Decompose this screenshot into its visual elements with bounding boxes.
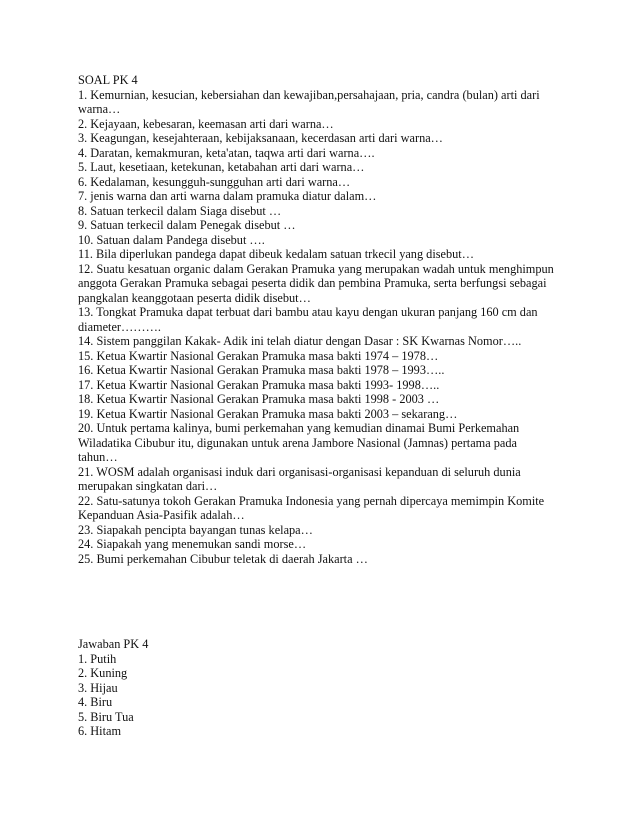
- question-line: 22. Satu-satunya tokoh Gerakan Pramuka Indonesia yang pernah dipercaya memimpin Komite: [78, 493, 545, 508]
- question-line: 19. Ketua Kwartir Nasional Gerakan Pramuka masa bakti 2003 – sekarang…: [78, 406, 458, 421]
- question-line: 1. Kemurnian, kesucian, kebersiahan dan kewajiban,persahajaan, pria, candra (bulan) arti dari: [78, 87, 540, 102]
- answer-line: 1. Putih: [78, 651, 117, 666]
- question-line: 20. Untuk pertama kalinya, bumi perkemahan yang kemudian dinamai Bumi Perkemahan: [78, 421, 520, 435]
- question-line: diameter……….: [78, 319, 161, 334]
- answers-section: [78, 637, 568, 739]
- question-line: 17. Ketua Kwartir Nasional Gerakan Pramuka masa bakti 1993- 1998…..: [78, 377, 440, 392]
- question-list: [78, 88, 568, 567]
- answer-line: 5. Biru Tua: [78, 709, 134, 724]
- question-line: 3. Keagungan, kesejahteraan, kebijaksanaan, kecerdasan arti dari warna…: [78, 131, 443, 145]
- question-line: merupakan singkatan dari…: [78, 479, 218, 493]
- question-line: 13. Tongkat Pramuka dapat terbuat dari bambu atau kayu dengan ukuran panjang 160 cm dan: [78, 305, 538, 319]
- question-line: 24. Siapakah yang menemukan sandi morse…: [78, 537, 307, 551]
- question-line: 16. Ketua Kwartir Nasional Gerakan Pramuka masa bakti 1978 – 1993…..: [78, 363, 445, 377]
- question-line: 25. Bumi perkemahan Cibubur teletak di daerah Jakarta …: [78, 551, 368, 566]
- question-line: 2. Kejayaan, kebesaran, keemasan arti dari warna…: [78, 116, 334, 131]
- question-line: 12. Suatu kesatuan organic dalam Gerakan Pramuka yang merupakan wadah untuk menghimpun: [78, 261, 554, 276]
- answer-line: 3. Hijau: [78, 680, 118, 695]
- question-line: 5. Laut, kesetiaan, ketekunan, ketabahan arti dari warna…: [78, 160, 365, 174]
- question-line: Kepanduan Asia-Pasifik adalah…: [78, 508, 245, 522]
- answer-list: [78, 652, 568, 739]
- question-line: 4. Daratan, kemakmuran, keta'atan, taqwa arti dari warna….: [78, 145, 375, 160]
- question-line: anggota Gerakan Pramuka sebagai peserta didik dan pembina Pramuka, serta berfungsi sebagai: [78, 276, 547, 290]
- question-line: 23. Siapakah pencipta bayangan tunas kelapa…: [78, 522, 313, 537]
- question-line: 9. Satuan terkecil dalam Penegak disebut …: [78, 218, 296, 232]
- question-line: 6. Kedalaman, kesungguh-sungguhan arti dari warna…: [78, 174, 351, 189]
- question-line: 7. jenis warna dan arti warna dalam pramuka diatur dalam…: [78, 189, 377, 203]
- question-line: pangkalan keanggotaan peserta didik disebut…: [78, 290, 311, 305]
- answer-line: 2. Kuning: [78, 666, 128, 680]
- answer-line: 6. Hitam: [78, 724, 122, 738]
- question-line: 8. Satuan terkecil dalam Siaga disebut …: [78, 203, 282, 218]
- questions-title: SOAL PK 4: [78, 73, 138, 87]
- question-line: 11. Bila diperlukan pandega dapat dibeuk kedalam satuan trkecil yang disebut…: [78, 247, 474, 261]
- question-line: 10. Satuan dalam Pandega disebut ….: [78, 232, 265, 247]
- answers-title: Jawaban PK 4: [78, 637, 149, 651]
- question-line: Wiladatika Cibubur itu, digunakan untuk arena Jambore Nasional (Jamnas) pertama pada: [78, 435, 517, 450]
- question-line: 14. Sistem panggilan Kakak- Adik ini telah diatur dengan Dasar : SK Kwarnas Nomor…..: [78, 334, 522, 348]
- question-line: warna…: [78, 102, 121, 116]
- question-line: 15. Ketua Kwartir Nasional Gerakan Pramuka masa bakti 1974 – 1978…: [78, 348, 439, 363]
- answer-line: 4. Biru: [78, 695, 113, 709]
- question-line: 21. WOSM adalah organisasi induk dari organisasi-organisasi kepanduan di seluruh dunia: [78, 464, 521, 479]
- questions-section: [78, 73, 568, 566]
- question-line: 18. Ketua Kwartir Nasional Gerakan Pramuka masa bakti 1998 - 2003 …: [78, 392, 440, 406]
- question-line: tahun…: [78, 450, 118, 464]
